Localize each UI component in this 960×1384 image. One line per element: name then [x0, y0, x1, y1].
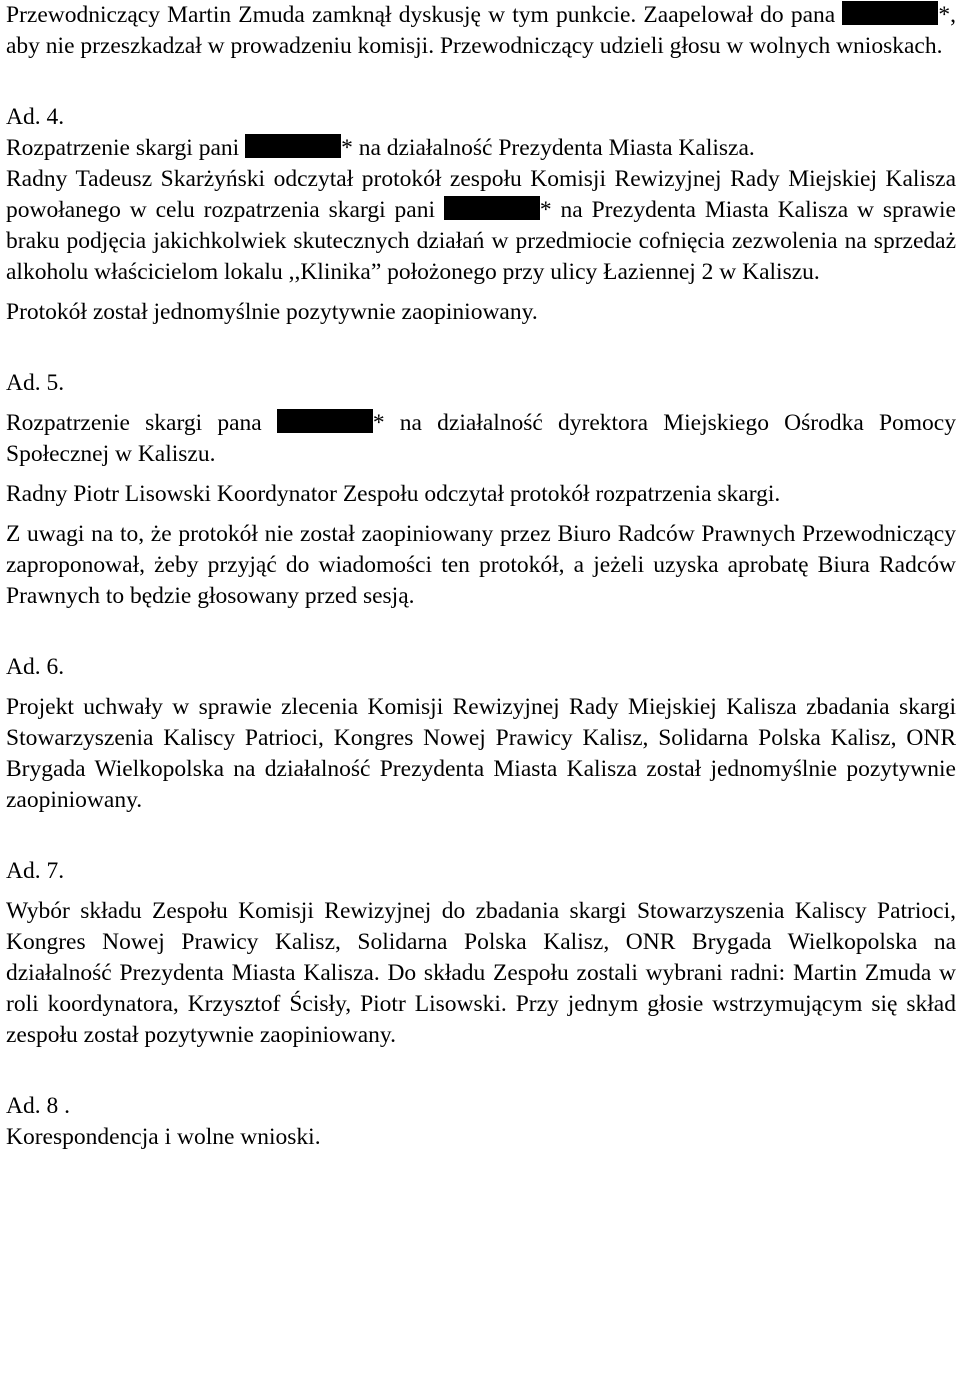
ad5-paragraph-2: Z uwagi na to, że protokół nie został zaopiniowany przez Biuro Radców Prawnych Przewodniczący zaproponował, żeby przyjąć do wiadomości ten protokół, a jeżeli uzyska aprobatę Biura Radców Prawnych to będzie głosowany przed sesją.: [6, 521, 956, 609]
ad4-topic: [6, 133, 956, 164]
section-3-closing-paragraph: [6, 0, 956, 62]
ad5-paragraph-1: Radny Piotr Lisowski Koordynator Zespołu odczytał protokół rozpatrzenia skargi.: [6, 481, 781, 507]
ad4-paragraph-1: [6, 164, 956, 288]
text: * na Prezydenta Miasta Kalisza w sprawie braku podjęcia jakichkolwiek skutecznych działań w przedmiocie cofnięcia zezwolenia na sprzedaż alkoholu właścicielom lokalu ,,Klinika” położonego przy ulicy Łaziennej 2 w Kaliszu.: [6, 197, 956, 285]
ad6-heading: Ad. 6.: [6, 654, 65, 680]
ad8-heading: Ad. 8 .: [6, 1093, 70, 1119]
ad6-paragraph-1: Projekt uchwały w sprawie zlecenia Komisji Rewizyjnej Rady Miejskiej Kalisza zbadania skargi Stowarzyszenia Kaliscy Patrioci, Kongres Nowej Prawicy Kalisz, Solidarna Polska Kalisz, ONR Brygada Wielkopolska na działalność Prezydenta Miasta Kalisza został jednomyślnie pozytywnie zaopiniowany.: [6, 694, 956, 813]
text: *, aby nie przeszkadzał w prowadzeniu komisji. Przewodniczący udzieli głosu w wolnych wnioskach.: [6, 2, 956, 59]
ad4-heading: Ad. 4.: [6, 104, 65, 130]
ad4-paragraph-2: Protokół został jednomyślnie pozytywnie zaopiniowany.: [6, 299, 538, 325]
redaction-box: [245, 134, 341, 158]
redaction-box: [277, 409, 373, 433]
text: * na działalność dyrektora Miejskiego Ośrodka Pomocy Społecznej w Kaliszu.: [6, 410, 956, 467]
document-page: [6, 0, 956, 1153]
ad8-paragraph-1: Korespondencja i wolne wnioski.: [6, 1124, 321, 1150]
ad7-heading: Ad. 7.: [6, 858, 65, 884]
ad7-paragraph-1: Wybór składu Zespołu Komisji Rewizyjnej do zbadania skargi Stowarzyszenia Kaliscy Patrioci, Kongres Nowej Prawicy Kalisz, Solidarna Polska Kalisz, ONR Brygada Wielkopolska na działalność Prezydenta Miasta Kalisza. Do składu Zespołu zostali wybrani radni: Martin Zmuda w roli koordynatora, Krzysztof Ścisły, Piotr Lisowski. Przy jednym głosie wstrzymującym się skład zespołu został pozytywnie zaopiniowany.: [6, 898, 956, 1048]
redaction-box: [444, 196, 540, 220]
text: Radny Tadeusz Skarżyński odczytał protokół zespołu Komisji Rewizyjnej Rady Miejskiej Kalisza powołanego w celu rozpatrzenia skargi pani: [6, 166, 956, 223]
redaction-box: [842, 1, 938, 25]
text: * na działalność Prezydenta Miasta Kalisza.: [341, 135, 755, 161]
text: Rozpatrzenie skargi pani: [6, 135, 246, 161]
ad5-topic: [6, 408, 956, 470]
text: Rozpatrzenie skargi pana: [6, 410, 277, 436]
ad5-heading: Ad. 5.: [6, 370, 65, 396]
text: Przewodniczący Martin Zmuda zamknął dyskusję w tym punkcie. Zaapelował do pana: [6, 2, 843, 28]
